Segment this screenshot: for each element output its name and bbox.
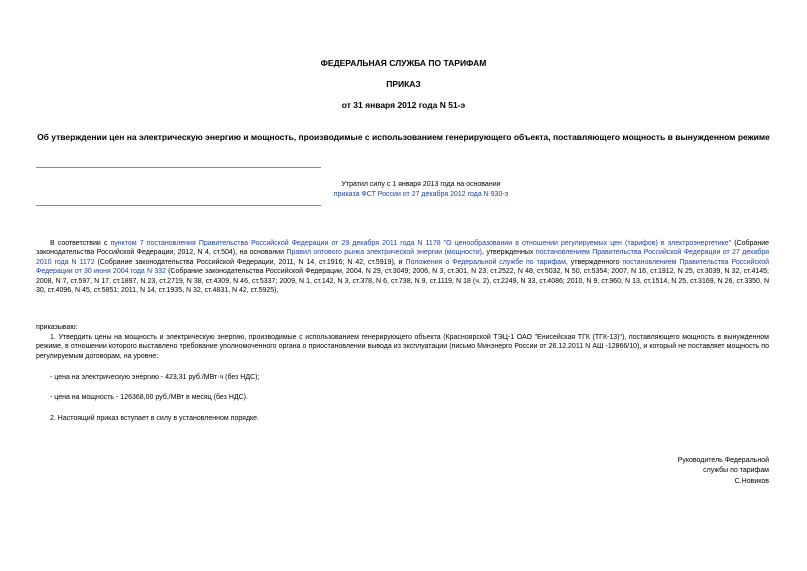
- doc-date: от 31 января 2012 года N 51-э: [341, 100, 466, 110]
- doc-type: ПРИКАЗ: [386, 79, 421, 89]
- divider-bottom: [36, 205, 321, 206]
- link-fst-regulation[interactable]: Положения о Федеральной службе по тарифам: [405, 258, 566, 266]
- doc-title: Об утверждении цен на электрическую энергию и мощность, производимые с использованием генерирующего объекта, поставляющего мощность в вынужденном режиме: [37, 132, 770, 142]
- item-2: 2. Настоящий приказ вступает в силу в установленном порядке.: [50, 415, 260, 422]
- link-decree-332[interactable]: постановлением Правительства Российской Федерации от 30 июня 2004 года N 332: [36, 258, 769, 276]
- divider-top: [36, 167, 321, 168]
- signature-position-1: Руководитель Федеральной: [677, 457, 769, 464]
- link-wholesale-market-rules[interactable]: Правил оптового рынка электрической энергии (мощности): [286, 249, 482, 257]
- order-word: приказываю:: [36, 324, 78, 331]
- link-decree-1178[interactable]: пунктом 7 постановления Правительства Российской Федерации от 29 декабря 2011 года N 1178 "О ценообразовании в отношении регулируемых цен (тарифов) в электроэнергетике": [110, 240, 732, 247]
- item-1: 1. Утвердить цены на мощность и электрическую энергию, производимые с использованием генерирующего объекта (Красноярской ТЭЦ-1 ОАО "Енисейская ТГК (ТГК-13)"), поставляющего мощность в вынужденном режиме, в отношении которого выставлено требование уполномоченного органа о приостановлении вывода из эксплуатации (письмо Минэнерго России от 26.12.2011 N АШ -12866/10), и который не поставляет мощность по регулируемым договорам, на уровне:: [36, 334, 769, 360]
- price-energy: - цена на электрическую энергию - 423,31 руб./МВт·ч (без НДС);: [50, 374, 260, 381]
- signature-name: С.Новиков: [734, 478, 769, 485]
- signature-position-2: службы по тарифам: [703, 467, 769, 474]
- status-note-link[interactable]: приказа ФСТ России от 27 декабря 2012 года N 930-э: [333, 191, 509, 198]
- status-note: Утратил силу с 1 января 2013 года на основании: [341, 181, 501, 188]
- agency-name: ФЕДЕРАЛЬНАЯ СЛУЖБА ПО ТАРИФАМ: [320, 58, 487, 68]
- preamble-paragraph: В соответствии с пунктом 7 постановления Правительства Российской Федерации от 29 декабря 2011 года N 1178 "О ценообразовании в отношении регулируемых цен (тарифов) в электроэнергетике" (Собрание законодательства Российской Федерации, 2012, N 4, ст.504), на основании Правил оптового рынка электрической энергии (мощности), утвержденных постановлением Правительства Российской Федерации от 27 декабря 2010 года N 1172 (Собрание законодательства Российской Федерации, 2011, N 14, ст.1916; N 42, ст.5919), и Положения о Федеральной службе по тарифам, утвержденного постановлением Правительства Российской Федерации от 30 июня 2004 года N 332 (Собрание законодательства Российской Федерации, 2004, N 29, ст.3049; 2006, N 3, ст.301, N 23, ст.2522, N 48, ст.5032, N 50, ст.5354; 2007, N 16, ст.1912, N 25, ст.3039, N 32, ст.4145; 2008, N 7, ст.597, N 17, ст.1897, N 23, ст.2719, N 38, ст.4309, N 46, ст.5337; 2009, N 1, ст.142, N 3, ст.378, N 6, ст.738, N 9, ст.1119, N 18 (ч. 2), ст.2249, N 33, ст.4086; 2010, N 9, ст.960, N 13, ст.1514, N 25, ст.3169, N 26, ст.3350, N 30, ст.4096, N 45, ст.5851; 2011, N 14, ст.1935, N 32, ст.4831, N 42, ст.5925),: [36, 240, 769, 295]
- link-decree-1172[interactable]: постановлением Правительства Российской Федерации от 27 декабря 2010 года N 1172: [36, 249, 769, 266]
- price-power: - цена на мощность - 126368,00 руб./МВт в месяц (без НДС).: [50, 394, 248, 401]
